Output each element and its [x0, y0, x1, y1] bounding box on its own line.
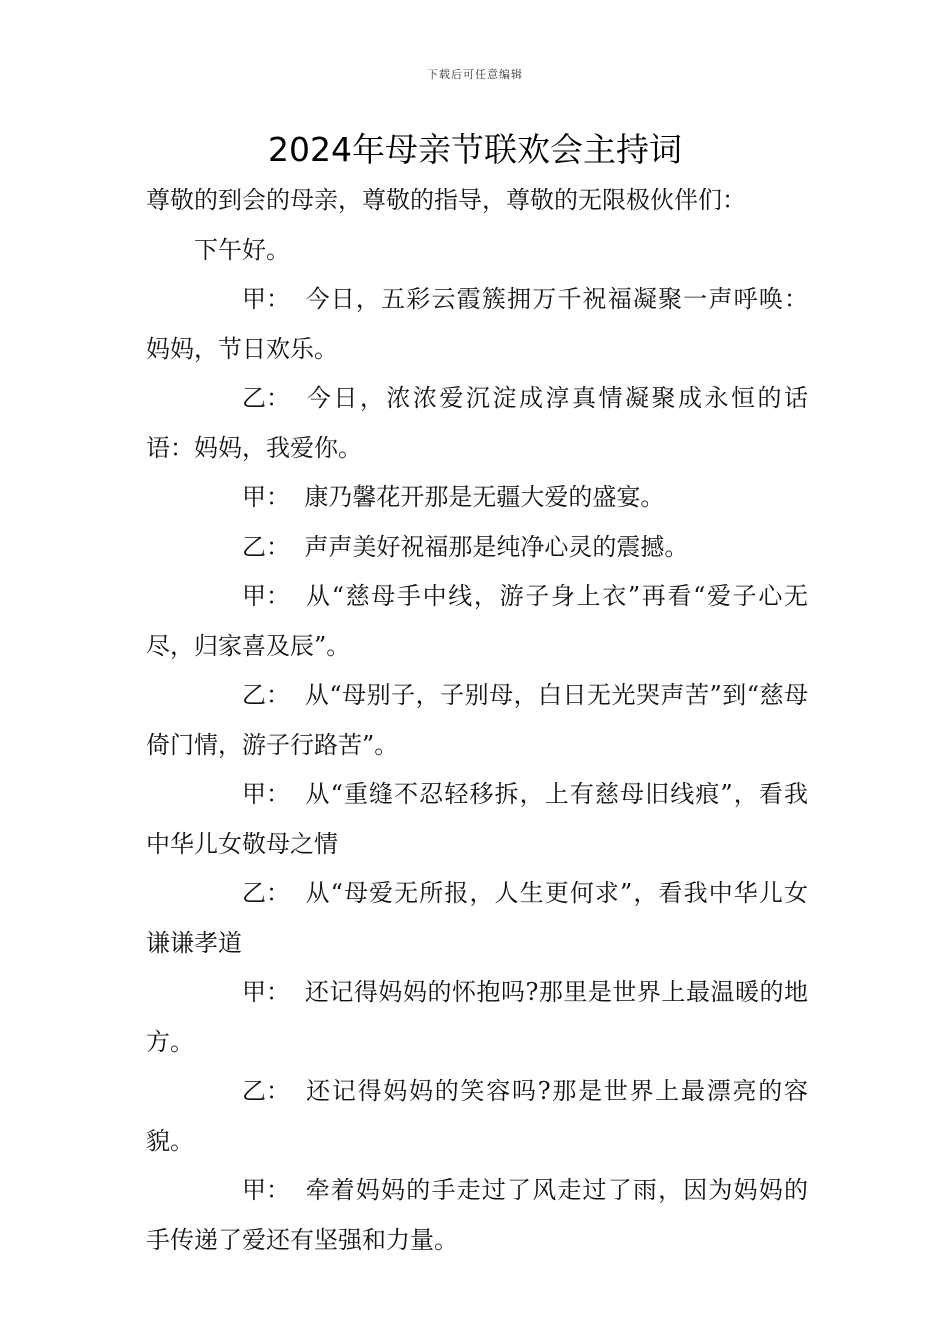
speaker-label: 甲：	[242, 1176, 290, 1204]
opening-paragraph: 下午好。	[194, 235, 290, 264]
dialogue-line	[146, 374, 808, 473]
dialogue-line	[146, 869, 808, 968]
speaker-label: 乙：	[242, 384, 290, 412]
dialogue-line	[146, 1067, 808, 1166]
dialogue-line	[146, 968, 808, 1067]
dialogue-text: 今日，五彩云霞簇拥万千祝福凝聚一声呼唤：妈妈，节日欢乐。	[146, 285, 808, 363]
speaker-label: 乙：	[242, 681, 290, 709]
dialogue-line	[146, 523, 808, 573]
dialogue-text: 声声美好祝福那是纯净心灵的震撼。	[304, 532, 689, 561]
dialogue-line	[146, 671, 808, 770]
document-body	[146, 176, 808, 1265]
speaker-label: 甲：	[242, 285, 290, 313]
speaker-label: 甲：	[242, 582, 290, 610]
dialogue-line	[146, 572, 808, 671]
greeting-paragraph: 尊敬的到会的母亲，尊敬的指导，尊敬的无限极伙伴们：	[146, 186, 746, 214]
dialogue-line	[146, 275, 808, 374]
header-note: 下载后可任意编辑	[427, 68, 523, 81]
dialogue-text: 从“母爱无所报，人生更何求”，看我中华儿女谦谦孝道	[146, 879, 808, 957]
dialogue-text: 还记得妈妈的笑容吗?那是世界上最漂亮的容貌。	[146, 1077, 808, 1155]
dialogue-text: 从“慈母手中线，游子身上衣”再看“爱子心无尽，归家喜及辰”。	[146, 582, 808, 660]
dialogue-text: 从“母别子，子别母，白日无光哭声苦”到“慈母倚门情，游子行路苦”。	[146, 681, 808, 759]
speaker-label: 乙：	[242, 532, 290, 561]
document-title: 2024年母亲节联欢会主持词	[268, 130, 682, 169]
speaker-label: 甲：	[242, 483, 290, 511]
speaker-label: 乙：	[242, 1077, 290, 1105]
dialogue-text: 康乃馨花开那是无疆大爱的盛宴。	[304, 483, 665, 511]
dialogue-text: 牵着妈妈的手走过了风走过了雨，因为妈妈的手传递了爱还有坚强和力量。	[146, 1176, 808, 1254]
speaker-label: 乙：	[242, 879, 290, 907]
dialogue-text: 从“重缝不忍轻移拆，上有慈母旧线痕”，看我中华儿女敬母之情	[146, 780, 808, 858]
dialogue-line	[146, 770, 808, 869]
speaker-label: 甲：	[242, 978, 290, 1006]
dialogue-line	[146, 473, 808, 523]
dialogue-text: 今日，浓浓爱沉淀成淳真情凝聚成永恒的话语：妈妈，我爱你。	[146, 384, 808, 462]
speaker-label: 甲：	[242, 780, 290, 808]
dialogue-line	[146, 1166, 808, 1265]
dialogue-text: 还记得妈妈的怀抱吗?那里是世界上最温暖的地方。	[146, 978, 808, 1056]
